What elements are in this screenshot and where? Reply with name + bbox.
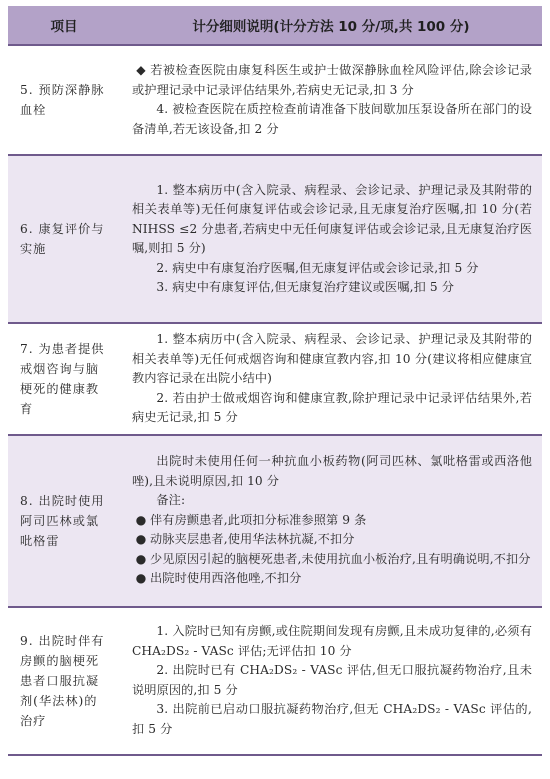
detail-text: 若被检查医院由康复科医生或护士做深静脉血栓风险评估,除会诊记录或护理记录中记录评估结果外,若病史无记录,扣 3 分 bbox=[132, 63, 532, 97]
detail-line: 3. 病史中有康复评估,但无康复治疗建议或医嘱,扣 5 分 bbox=[156, 280, 454, 294]
circle-bullet-icon: ● bbox=[135, 532, 147, 547]
detail-line bbox=[132, 511, 532, 531]
table-row bbox=[8, 323, 542, 435]
detail-line: 出院时未使用任何一种抗血小板药物(阿司匹林、氯吡格雷或西洛他唑),且未说明原因,扣 10 分 bbox=[132, 454, 532, 488]
row-detail bbox=[120, 323, 542, 435]
circle-bullet-icon: ● bbox=[135, 512, 147, 527]
table-row bbox=[8, 45, 542, 155]
detail-line: 1. 整本病历中(含入院录、病程录、会诊记录、护理记录及其附带的相关表单等)无任何康复评估或会诊记录,且无康复治疗医嘱,扣 10 分(若 NIHSS ≤2 分患者,若病史中无任何康复评估或会诊记录,且无康复治疗医嘱,则扣 5 分) bbox=[132, 182, 532, 255]
detail-text: 动脉夹层患者,使用华法林抗凝,不扣分 bbox=[150, 532, 355, 547]
row-item-label: 5. 预防深静脉血栓 bbox=[20, 83, 105, 117]
table-header-row bbox=[8, 6, 542, 45]
table-row bbox=[8, 607, 542, 755]
scoring-table bbox=[8, 6, 542, 756]
row-detail bbox=[120, 45, 542, 155]
diamond-bullet-icon: ◆ bbox=[136, 63, 146, 77]
table-row bbox=[8, 435, 542, 607]
header-item: 项目 bbox=[8, 6, 120, 45]
detail-line bbox=[132, 61, 532, 100]
row-item-label: 6. 康复评价与实施 bbox=[8, 155, 120, 323]
detail-line: 4. 被检查医院在质控检查前请准备下肢间歇加压泵设备所在部门的设备清单,若无该设备,扣 2 分 bbox=[132, 102, 532, 136]
circle-bullet-icon: ● bbox=[135, 551, 147, 566]
detail-text: 出院时使用西洛他唑,不扣分 bbox=[150, 571, 302, 586]
detail-line: 2. 病史中有康复治疗医嘱,但无康复评估或会诊记录,扣 5 分 bbox=[156, 260, 479, 275]
detail-line bbox=[132, 530, 532, 550]
detail-line bbox=[132, 550, 532, 570]
detail-line: 备注: bbox=[156, 493, 186, 508]
detail-line: 3. 出院前已启动口服抗凝药物治疗,但无 CHA₂DS₂ - VASc 评估的,扣 5 分 bbox=[132, 702, 532, 736]
detail-line: 1. 整本病历中(含入院录、病程录、会诊记录、护理记录及其附带的相关表单等)无任何戒烟咨询和健康宣教内容,扣 10 分(建议将相应健康宣教内容记录在出院小结中) bbox=[132, 332, 532, 385]
detail-line bbox=[132, 569, 532, 589]
detail-line: 1. 入院时已知有房颤,或住院期间发现有房颤,且未成功复律的,必须有 CHA₂DS₂ - VASc 评估;无评估扣 10 分 bbox=[132, 624, 532, 658]
row-item-label: 9. 出院时伴有房颤的脑梗死患者口服抗凝剂(华法林)的治疗 bbox=[8, 607, 120, 755]
header-detail: 计分细则说明(计分方法 10 分/项,共 100 分) bbox=[120, 6, 542, 45]
detail-text: 少见原因引起的脑梗死患者,未使用抗血小板治疗,且有明确说明,不扣分 bbox=[150, 551, 531, 566]
row-detail bbox=[120, 155, 542, 323]
detail-text: 伴有房颤患者,此项扣分标准参照第 9 条 bbox=[150, 512, 367, 527]
circle-bullet-icon: ● bbox=[135, 571, 147, 586]
detail-line: 2. 出院时已有 CHA₂DS₂ - VASc 评估,但无口服抗凝药物治疗,且未说明原因的,扣 5 分 bbox=[132, 663, 532, 697]
row-item-label: 8. 出院时使用阿司匹林或氯吡格雷 bbox=[8, 435, 120, 607]
row-detail bbox=[120, 607, 542, 755]
row-detail bbox=[120, 435, 542, 607]
detail-line: 2. 若由护士做戒烟咨询和健康宣教,除护理记录中记录评估结果外,若病史无记录,扣 5 分 bbox=[132, 390, 532, 424]
row-item-label: 7. 为患者提供戒烟咨询与脑梗死的健康教育 bbox=[8, 323, 120, 435]
table-row bbox=[8, 155, 542, 323]
